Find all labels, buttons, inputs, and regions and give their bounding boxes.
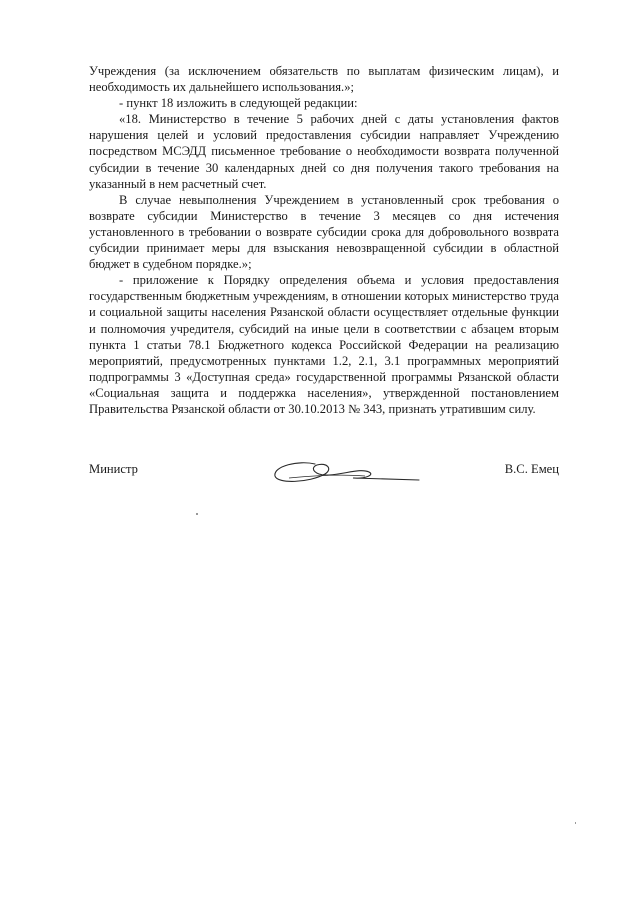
paragraph-5: - приложение к Порядку определения объема и условия предоставления государственным бюджетным учреждениям, в отношении которых министерство труда и социальной защиты населения Рязанской области осуществляет отдельные функции и полномочия учредителя, субсидий на иные цели в соответствии с абзацем вторым пункта 1 статьи 78.1 Бюджетного кодекса Российской Федерации на реализацию мероприятий, предусмотренных пунктами 1.2, 2.1, 3.1 программных мероприятий подпрограммы 3 «Доступная среда» государственной программы Рязанской области «Социальная защита и поддержка населения», утвержденной постановлением Правительства Рязанской области от 30.10.2013 № 343, признать утратившим силу. (89, 273, 559, 416)
signature-block (89, 462, 559, 502)
paragraph-3: «18. Министерство в течение 5 рабочих дней с даты установления фактов нарушения целей и условий предоставления субсидии направляет Учреждению посредством МСЭДД письменное требование о необходимости возврата полученной субсидии в течение 30 календарных дней со дня получения такого требования на указанный в нем расчетный счет. (89, 112, 559, 191)
signer-name: В.С. Емец (504, 462, 559, 476)
paragraph-2: - пункт 18 изложить в следующей редакции: (119, 96, 358, 111)
scan-artifact (196, 513, 198, 515)
paragraph-4: В случае невыполнения Учреждением в установленный срок требования о возврате субсидии Министерство в течение 3 месяцев со дня истечения установленного в требовании о возврате субсидии срока для добровольного возврата субсидии принимает меры для взыскания невозвращенной субсидии в областной бюджет в судебном порядке.»; (89, 192, 559, 272)
document-body (89, 63, 559, 417)
scan-artifact (575, 822, 576, 824)
signer-title: Министр (89, 462, 138, 476)
paragraph-1: Учреждения (за исключением обязательств по выплатам физическим лицам), и необходимость их дальнейшего использования.»; (89, 64, 559, 95)
handwritten-signature (269, 452, 429, 494)
